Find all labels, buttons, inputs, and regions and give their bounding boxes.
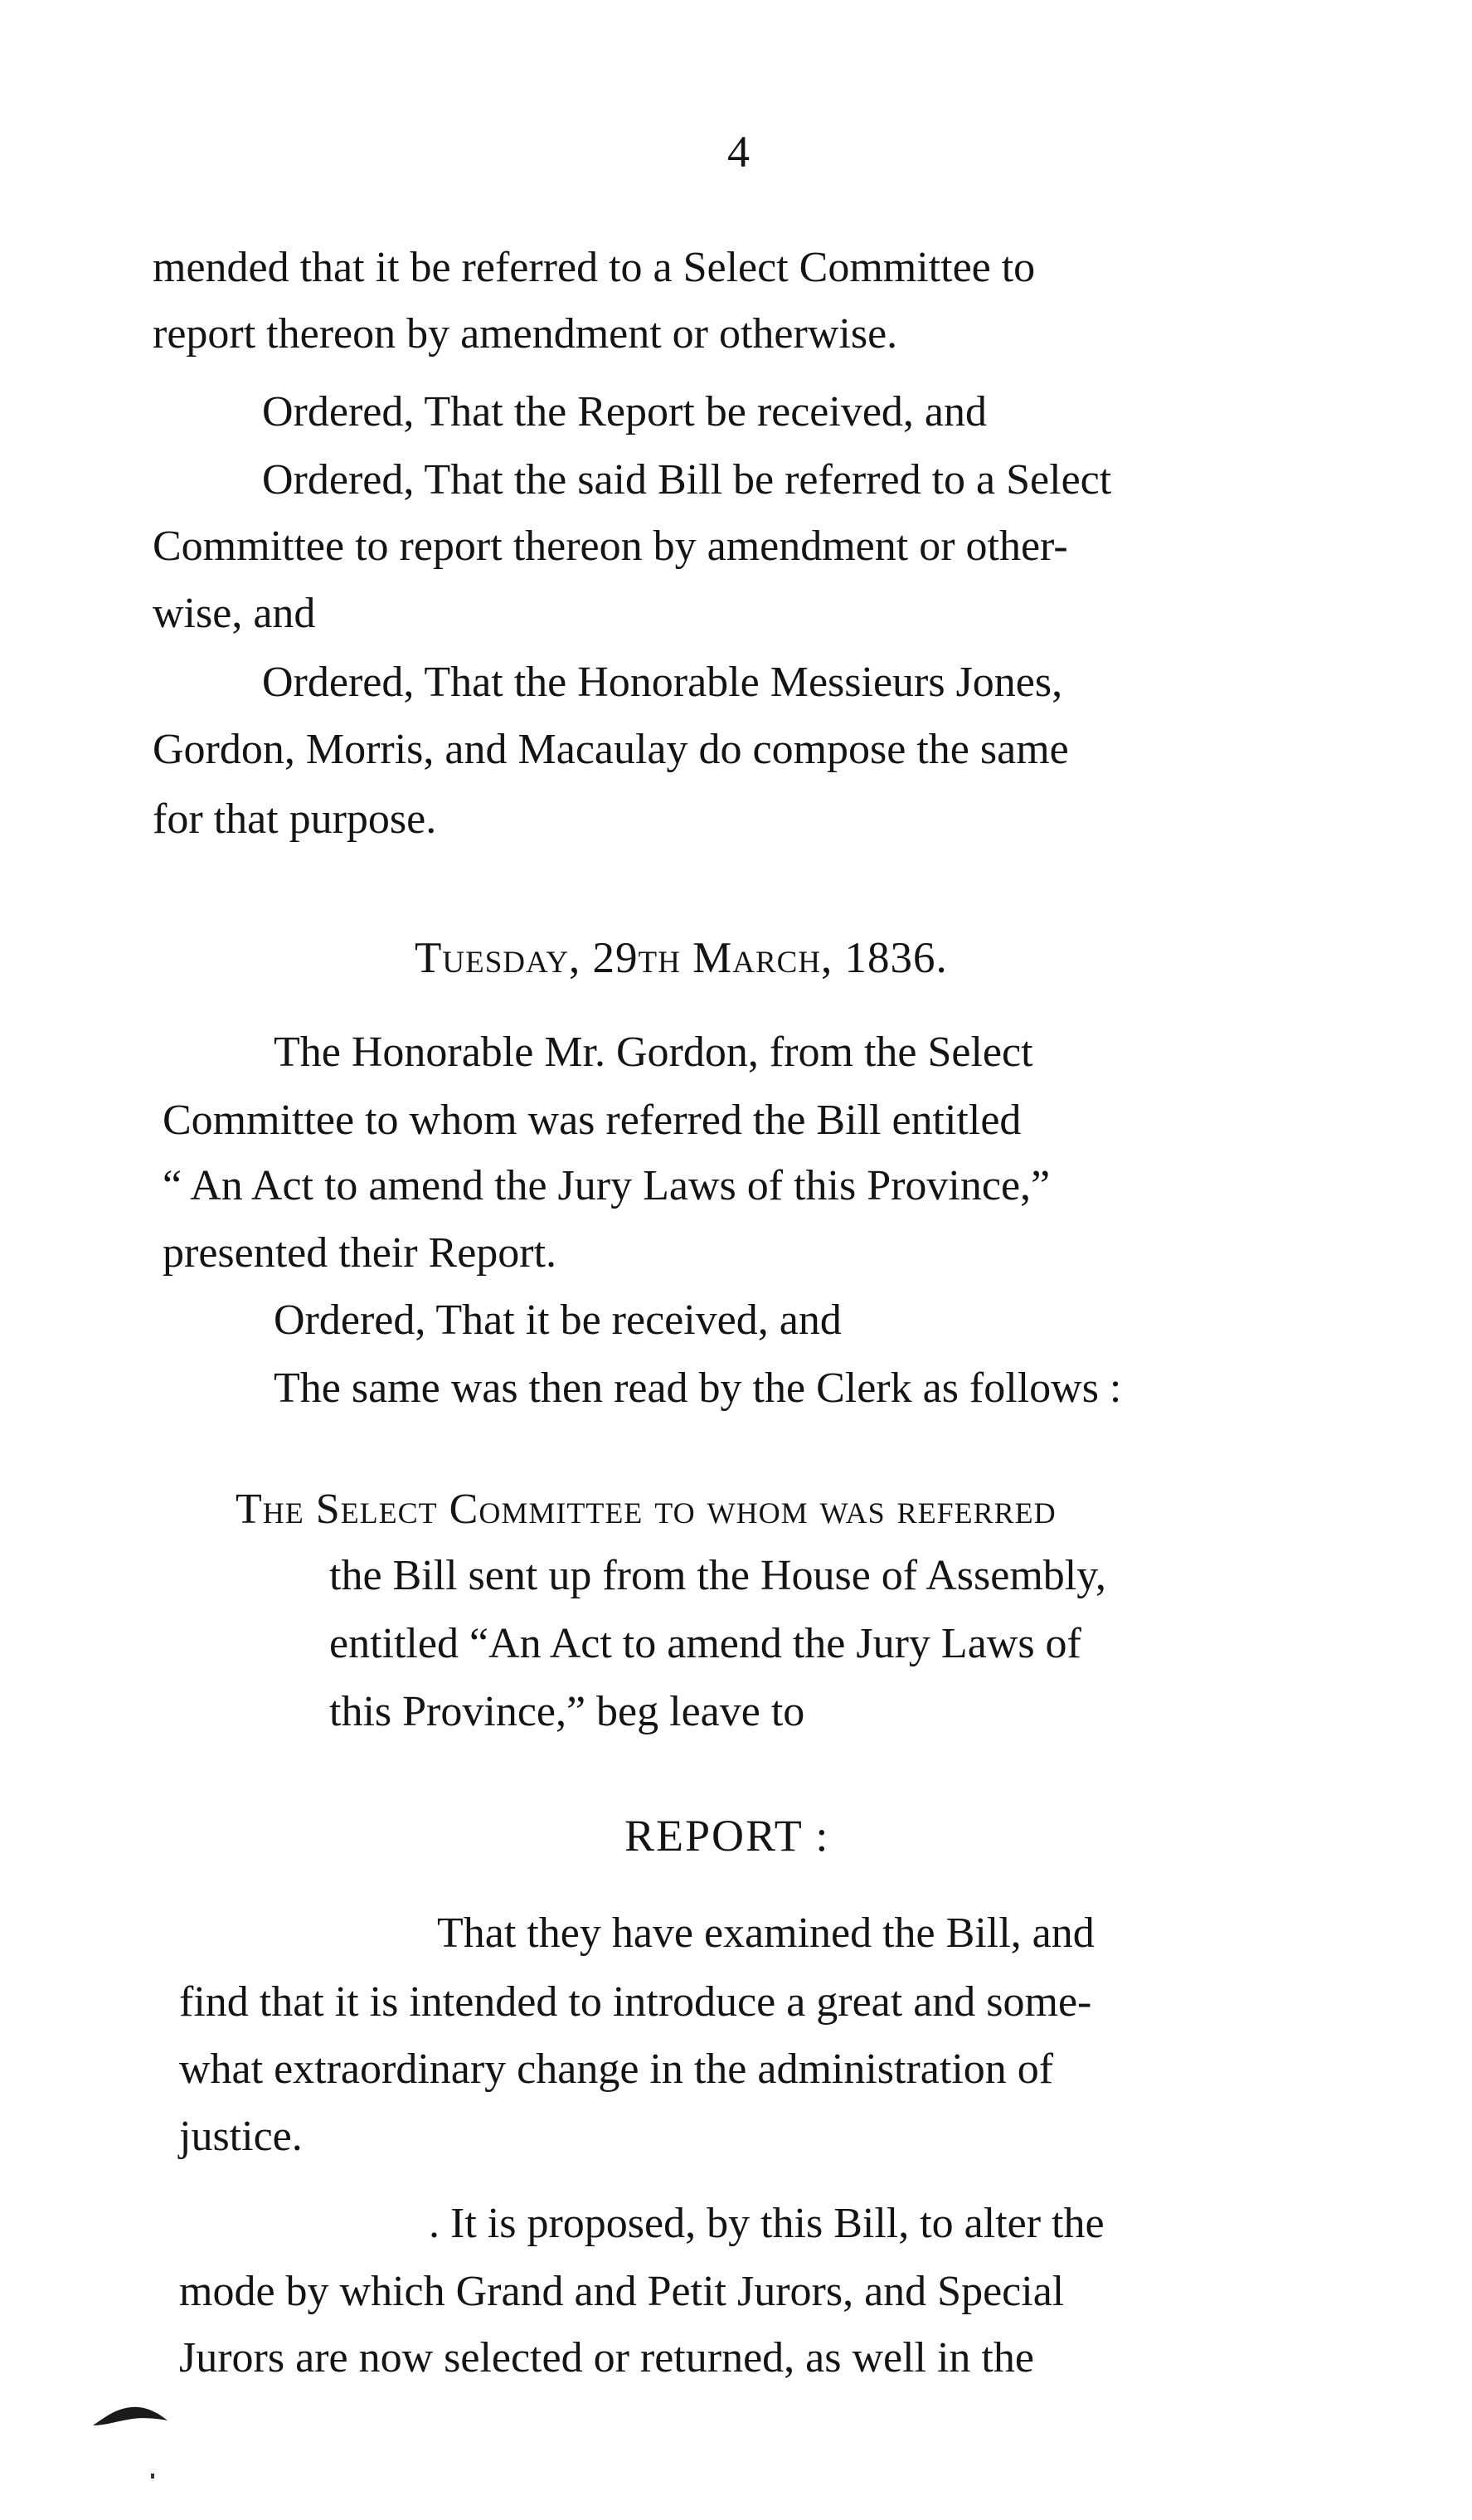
text-line: . It is proposed, by this Bill, to alter the	[429, 2200, 1105, 2247]
text-line: justice.	[179, 2113, 303, 2160]
text-line: for that purpose.	[153, 795, 437, 843]
text-line: mended that it be referred to a Select Committee to	[153, 244, 1036, 291]
ink-smudge	[91, 2401, 169, 2429]
text-line: what extraordinary change in the administration of	[179, 2046, 1054, 2093]
text-line: report thereon by amendment or otherwise.	[153, 310, 898, 358]
ink-speck	[151, 2474, 154, 2479]
text-line: presented their Report.	[163, 1229, 557, 1277]
text-line: Ordered, That the said Bill be referred to a Select	[262, 456, 1112, 504]
text-line: Gordon, Morris, and Macaulay do compose the same	[153, 726, 1069, 773]
text-line: wise, and	[153, 590, 316, 637]
text-line: “ An Act to amend the Jury Laws of this Province,”	[163, 1162, 1051, 1209]
text-line: Committee to report thereon by amendment or other-	[153, 523, 1068, 570]
text-line: Committee to whom was referred the Bill entitled	[163, 1097, 1022, 1144]
text-line: The same was then read by the Clerk as follows :	[274, 1365, 1122, 1412]
page-number: 4	[727, 127, 750, 177]
text-line: Ordered, That the Honorable Messieurs Jones,	[262, 659, 1063, 706]
text-line: Jurors are now selected or returned, as well in the	[179, 2334, 1034, 2381]
text-line: find that it is intended to introduce a great and some-	[179, 1978, 1092, 2026]
text-line: Ordered, That it be received, and	[274, 1296, 842, 1344]
text-line: entitled “An Act to amend the Jury Laws of	[329, 1620, 1081, 1667]
text-line: this Province,” beg leave to	[329, 1688, 805, 1735]
text-line: the Bill sent up from the House of Assembly,	[329, 1552, 1106, 1599]
report-heading: REPORT :	[624, 1811, 830, 1861]
text-line: The Honorable Mr. Gordon, from the Select	[274, 1029, 1033, 1076]
committee-intro-line: The Select Committee to whom was referred	[236, 1486, 1057, 1533]
text-line: mode by which Grand and Petit Jurors, and Special	[179, 2268, 1065, 2315]
text-line: Ordered, That the Report be received, and	[262, 388, 987, 435]
date-heading: Tuesday, 29th March, 1836.	[415, 934, 948, 982]
text-line: That they have examined the Bill, and	[437, 1909, 1095, 1957]
